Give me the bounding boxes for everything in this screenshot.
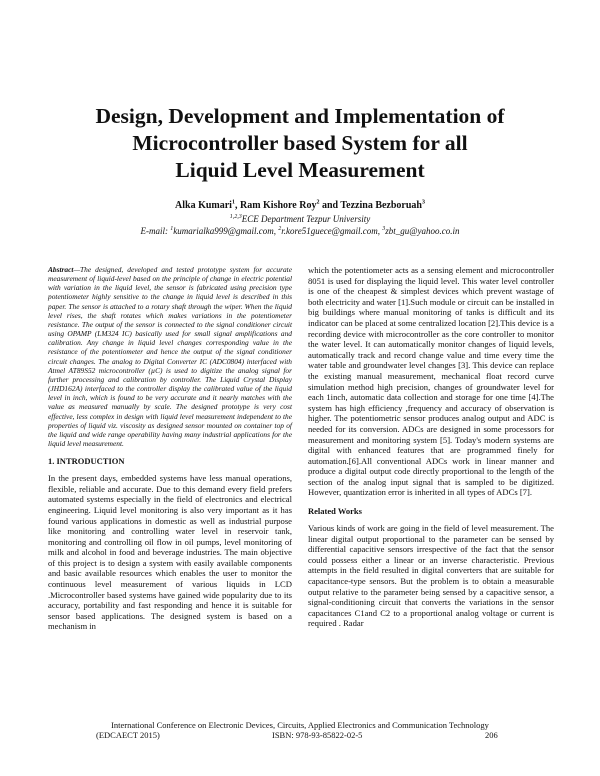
email-line <box>40 226 560 237</box>
footer-conference: International Conference on Electronic Devices, Circuits, Applied Electronics and Communication Technology <box>111 720 489 730</box>
email-sup: 2 <box>278 226 282 232</box>
affiliation-text: ECE Department Tezpur University <box>241 214 371 224</box>
right-column <box>308 265 554 629</box>
footer-conference-abbrev: (EDCAECT 2015) <box>96 730 160 740</box>
footer-isbn: ISBN: 978-93-85822-02-5 <box>272 730 363 740</box>
abstract <box>48 265 292 448</box>
title-line: Microcontroller based System for all <box>132 131 468 155</box>
author-sup: 1 <box>231 199 235 206</box>
email-sup: 3 <box>382 226 386 232</box>
affiliation-sup: 1,2,3 <box>229 214 242 220</box>
paper-title <box>40 103 560 184</box>
author-list <box>40 200 560 212</box>
email-address[interactable]: zbt_gu@yahoo.co.in <box>385 226 460 236</box>
footer-page-number: 206 <box>485 730 498 740</box>
body-paragraph: Various kinds of work are going in the field of level measurement. The linear digital output proportional to the parameter can be sensed by differential capacitive sensors irrespective of the fact that the sensor could possess either a linear or an inverse characteristic. Previous attempts in the field resulted in digital converters that are suitable for capacitance-type sensors. But the problem is to obtain a measurable output relative to the parameter being sensed by a capacitive sensor, a signal-conditioning circuit that converts the variations in the sensor capacitances C1and C2 to a proportional analog voltage or current is required . Radar <box>308 523 554 629</box>
email-prefix: E-mail: <box>140 226 171 236</box>
author-name: Tezzina Bezboruah <box>340 200 422 211</box>
author-sup: 2 <box>316 199 320 206</box>
author-sup: 3 <box>421 199 425 206</box>
author-name: Ram Kishore Roy <box>239 200 317 211</box>
body-paragraph: which the potentiometer acts as a sensing element and microcontroller 8051 is used for displaying the liquid level. This water level controller is one of the cheapest & simplest devices which prevent wastage of both electricity and water [1].Such module or circuit can be installed in big buildings where manual monitoring of tanks is difficult and its indicator can be placed at some centralized location [2].This device is a recording device with microcontroller as the core controller to monitor the water level. It can automatically monitor changes of liquid levels, automatically track and record change value and time every time the water table and groundwater level changes [3]. This device can replace the existing manual measurement, mechanical float record curve simulation method high precision, changes of groundwater level for each 1inch, automatic data collection and storage for one time [4].The system has high efficiency ,frequency and accuracy of observation is higher. The potentiometric sensor produces analog output and ADC is needed for its conversion. ADCs are designed in some processors for measurement and monitoring system [5]. Today's modern systems are digital with enhanced features that are programmed finely for automation.[6].All conventional ADCs work in linear manner and produce a digital output code directly proportional to the length of the section of the analog input signal that is sampled to be digitized. However, quantization error is inherited in all types of ADCs [7]. <box>308 265 554 498</box>
email-address[interactable]: r.kore51guece@gmail.com, <box>281 226 383 236</box>
intro-paragraph: In the present days, embedded systems have less manual operations, flexible, reliable and accurate. Due to this demand every field prefers automated systems especially in the field of electronics and electrical engineering. Liquid level monitoring is also very important as it has found various applications in domestic as well as industrial purpose like monitoring and controlling water level in reservoir tank, monitoring and controlling oil flow in oil pumps, level monitoring of milk and alcohol in food and beverage industries. The main objective of this project is to design a system with easily available components and basic available resources which enables the user to monitor the continuous level measurement of various liquids in LCD .Microcontroller based systems have gained wide popularity due to its accuracy, portability and fast responding and hence it is suitable for sensor based applications. The designed system is based on a mechanism in <box>48 473 292 632</box>
abstract-text: —The designed, developed and tested prototype system for accurate measurement of liquid-level based on the principle of change in electric potential with variation in the liquid level, the sensor is fabricated using precision type potentiometer highly sensitive to the change in liquid level is described in this paper. The sensor is attached to a rotary shaft through the wiper. When the liquid level rises, the shaft rotates which makes variations in the potentiometer resistance. The output of the sensor is connected to the signal conditioner circuit using OPAMP (LM324 IC) basically used for small signal amplifications and calibration. Any change in liquid level changes corresponding value in the resistance of the potentiometer and hence the output of the signal conditioner circuit changes. The analog to Digital Converter IC (ADC0804) interfaced with Atmel AT89S52 microcontroller (µC) is used to digitize the analog signal for further processing and calibration by controller. The Liquid Crystal Display (JHD162A) interfaced to the controller display the calibrated value of the liquid level in inch, which is found to be very accurate and it nearly matches with the value as measured manually by scale. The designed prototype is very cost effective, less complex in design with liquid level measurement independent to the properties of liquid viz. viscosity as designed sensor mounted on container top of the liquid and wide range operability having many industrial applications for the liquid level measurement. <box>48 265 292 448</box>
abstract-label: Abstract <box>48 265 74 274</box>
section-heading-introduction: 1. INTRODUCTION <box>48 456 125 467</box>
author-separator: , <box>234 200 240 211</box>
email-sup: 1 <box>170 226 174 232</box>
left-column <box>48 265 292 632</box>
author-name: Alka Kumari <box>175 200 232 211</box>
author-separator: and <box>319 200 341 211</box>
section-heading-related-works: Related Works <box>308 506 362 517</box>
title-line: Liquid Level Measurement <box>175 158 425 182</box>
title-line: Design, Development and Implementation of <box>95 104 505 128</box>
affiliation <box>40 214 560 225</box>
email-address[interactable]: kumarialka999@gmail.com, <box>173 226 279 236</box>
